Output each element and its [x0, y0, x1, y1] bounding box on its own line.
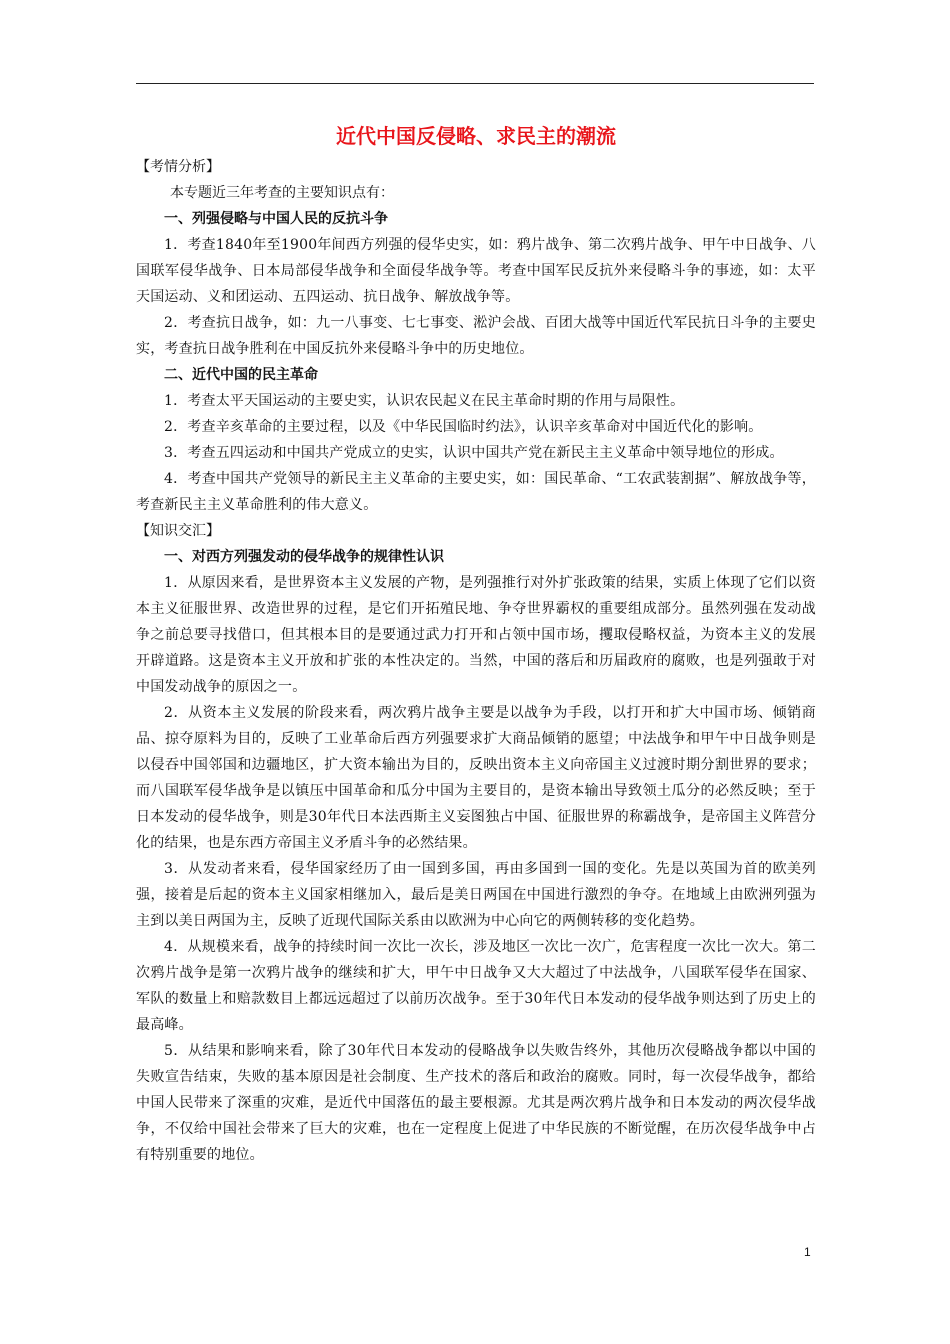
knowledge-tag: 【知识交汇】: [136, 523, 220, 539]
section-heading-3: 一、对西方列强发动的侵华战争的规律性认识: [164, 549, 444, 565]
page-title: 近代中国反侵略、求民主的潮流: [336, 124, 616, 148]
paragraph: 1．考查1840年至1900年间西方列强的侵华史实，如：鸦片战争、第二次鸦片战争、甲午中日战争、八国联军侵华战争、日本局部侵华战争和全面侵华战争等。考查中国军民反抗外来侵略斗争的事迹，如：太平天国运动、义和团运动、五四运动、抗日战争、解放战争等。: [136, 237, 816, 305]
document-body: [136, 118, 816, 1168]
paragraph: 2．考查抗日战争，如：九一八事变、七七事变、淞沪会战、百团大战等中国近代军民抗日斗争的主要史实，考查抗日战争胜利在中国反抗外来侵略斗争中的历史地位。: [136, 315, 816, 357]
header-rule: [136, 83, 814, 84]
section-heading-1: 一、列强侵略与中国人民的反抗斗争: [164, 211, 388, 227]
section-heading-2: 二、近代中国的民主革命: [164, 367, 318, 383]
intro-text: 本专题近三年考查的主要知识点有：: [170, 185, 394, 201]
paragraph: 4．从规模来看，战争的持续时间一次比一次长，涉及地区一次比一次广，危害程度一次比一次大。第二次鸦片战争是第一次鸦片战争的继续和扩大，甲午中日战争又大大超过了中法战争，八国联军侵华在国家、军队的数量上和赔款数目上都远远超过了以前历次战争。至于30年代日本发动的侵华战争则达到了历史上的最高峰。: [136, 939, 816, 1033]
paragraph: 4．考查中国共产党领导的新民主主义革命的主要史实，如：国民革命、“工农武装割据”、解放战争等，考查新民主主义革命胜利的伟大意义。: [136, 471, 816, 513]
paragraph: 2．考查辛亥革命的主要过程，以及《中华民国临时约法》，认识辛亥革命对中国近代化的影响。: [164, 419, 763, 435]
paragraph: 1．考查太平天国运动的主要史实，认识农民起义在民主革命时期的作用与局限性。: [164, 393, 685, 409]
analysis-tag: 【考情分析】: [136, 159, 220, 175]
paragraph: 1．从原因来看，是世界资本主义发展的产物，是列强推行对外扩张政策的结果，实质上体现了它们以资本主义征服世界、改造世界的过程，是它们开拓殖民地、争夺世界霸权的重要组成部分。虽然列强在发动战争之前总要寻找借口，但其根本目的是要通过武力打开和占领中国市场，攫取侵略权益，为资本主义的发展开辟道路。这是资本主义开放和扩张的本性决定的。当然，中国的落后和历届政府的腐败，也是列强敢于对中国发动战争的原因之一。: [136, 575, 816, 695]
paragraph: 2．从资本主义发展的阶段来看，两次鸦片战争主要是以战争为手段，以打开和扩大中国市场、倾销商品、掠夺原料为目的，反映了工业革命后西方列强要求扩大商品倾销的愿望；中法战争和甲午中日战争则是以侵吞中国邻国和边疆地区，扩大资本输出为目的，反映出资本主义向帝国主义过渡时期分割世界的要求；而八国联军侵华战争是以镇压中国革命和瓜分中国为主要目的，是资本输出导致领土瓜分的必然反映；至于日本发动的侵华战争，则是30年代日本法西斯主义妄图独占中国、征服世界的称霸战争，是帝国主义阵营分化的结果，也是东西方帝国主义矛盾斗争的必然结果。: [136, 705, 816, 851]
paragraph: 3．考查五四运动和中国共产党成立的史实，认识中国共产党在新民主主义革命中领导地位的形成。: [164, 445, 784, 461]
page-number: 1: [804, 1245, 811, 1259]
paragraph: 5．从结果和影响来看，除了30年代日本发动的侵略战争以失败告终外，其他历次侵略战争都以中国的失败宣告结束，失败的基本原因是社会制度、生产技术的落后和政治的腐败。同时，每一次侵华战争，都给中国人民带来了深重的灾难，是近代中国落伍的最主要根源。尤其是两次鸦片战争和日本发动的两次侵华战争，不仅给中国社会带来了巨大的灾难，也在一定程度上促进了中华民族的不断觉醒，在历次侵华战争中占有特别重要的地位。: [136, 1043, 816, 1163]
paragraph: 3．从发动者来看，侵华国家经历了由一国到多国，再由多国到一国的变化。先是以英国为首的欧美列强，接着是后起的资本主义国家相继加入，最后是美日两国在中国进行激烈的争夺。在地域上由欧洲列强为主到以美日两国为主，反映了近现代国际关系由以欧洲为中心向它的两侧转移的变化趋势。: [136, 861, 816, 929]
